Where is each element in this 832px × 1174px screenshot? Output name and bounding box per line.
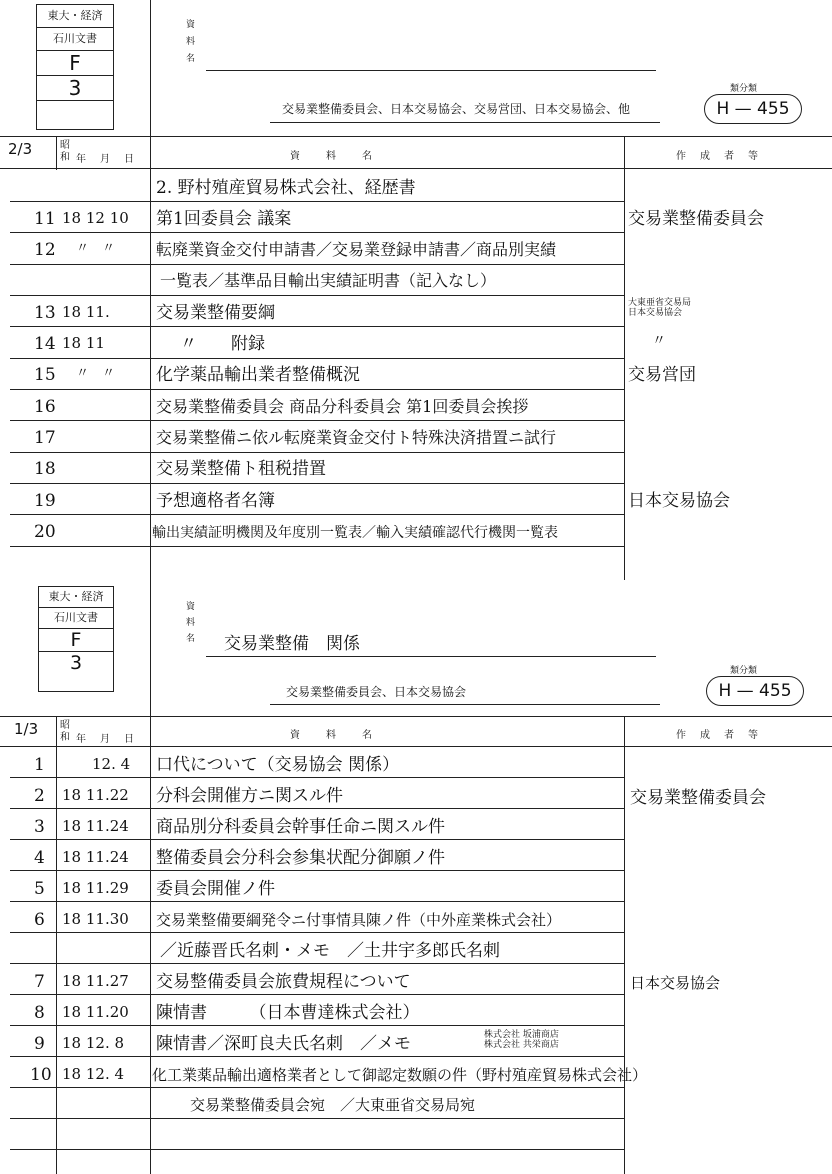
row-name: 〃 附録 (180, 334, 265, 354)
row-number: 14 (34, 334, 56, 354)
row-name: 陳情書 （日本曹達株式会社） (156, 1003, 420, 1023)
document-title: 交易業整備 関係 (224, 634, 360, 654)
row-line (10, 839, 624, 840)
row-name: 委員会開催ノ件 (156, 879, 275, 899)
row-name: 化工業薬品輸出適格業者として御認定数願の件（野村殖産貿易株式会社） (152, 1066, 648, 1084)
row-name: 交易整備委員会旅費規程について (156, 972, 411, 992)
row-date: 18 11 (62, 334, 105, 352)
row-date: 18 11.30 (62, 910, 129, 928)
row-name: 商品別分科委員会幹事任命ニ関スル件 (156, 817, 445, 837)
header-bottom-border (0, 168, 832, 169)
label-ryo: 料 (186, 37, 196, 47)
row-date: 12. 4 (92, 755, 131, 773)
stamp-box: 3 (37, 76, 113, 101)
row-line (10, 1087, 624, 1088)
stamp-institution: 東大・経済 (39, 587, 113, 608)
row-date: 18 12 10 (62, 209, 129, 227)
row-line (10, 201, 624, 202)
row-line (10, 420, 624, 421)
row-author: 交易業整備委員会 (630, 788, 766, 808)
row-number: 9 (34, 1034, 45, 1054)
row-number: 16 (34, 397, 56, 417)
row-name: 交易業整備委員会宛 ／大東亜省交易局宛 (190, 1096, 476, 1114)
row-name: 予想適格者名簿 (156, 491, 275, 511)
row-number: 2 (34, 786, 45, 806)
row-author: 大東亜省交易局 日本交易協会 (628, 298, 692, 319)
column-divider (150, 580, 151, 1174)
row-number: 4 (34, 848, 45, 868)
label-mei: 名 (186, 54, 196, 64)
row-name: 一覧表／基準品目輸出実績証明書（記入なし） (160, 271, 497, 290)
row-line (10, 932, 624, 933)
row-name: 交易業整備ニ依ル転廃業資金交付ト特殊決済措置ニ試行 (156, 428, 557, 447)
classification-label: 類分類 (730, 666, 758, 676)
document-source: 交易業整備委員会、日本交易協会 (286, 685, 467, 699)
label-ryo: 料 (186, 618, 196, 628)
stamp-series: F (39, 629, 113, 652)
row-name: 口代について（交易協会 関係） (156, 755, 400, 775)
row-line (10, 452, 624, 453)
classification-label: 類分類 (730, 84, 758, 94)
row-number: 1 (34, 755, 45, 775)
row-line (10, 483, 624, 484)
stamp-box: 3 (69, 652, 83, 674)
title-underline (206, 70, 656, 71)
row-number: 10 (30, 1065, 52, 1085)
document-source: 交易業整備委員会、日本交易協会、交易営団、日本交易協会、他 (282, 102, 631, 116)
column-divider (624, 716, 625, 1174)
row-date: 18 12. 8 (62, 1034, 125, 1052)
row-name: 化学薬品輸出業者整備概況 (156, 365, 360, 385)
row-date: 18 11. (62, 303, 110, 321)
row-line (10, 514, 624, 515)
classification-code: H — 455 (704, 94, 802, 124)
row-name: 輸出実績証明機関及年度別一覧表／輸入実績確認代行機関一覧表 (152, 525, 558, 541)
row-number: 6 (34, 910, 45, 930)
row-date: 18 11.24 (62, 848, 129, 866)
row-name: 交易業整備ト租税措置 (156, 459, 326, 479)
row-number: 15 (34, 365, 56, 385)
stamp-collection: 石川文書 (37, 28, 113, 51)
label-shiryo: 資 (186, 602, 196, 612)
row-number: 13 (34, 303, 56, 323)
row-line (10, 326, 624, 327)
row-date: 18 11.24 (62, 817, 129, 835)
row-line (10, 994, 624, 995)
row-name: 2. 野村殖産貿易株式会社、経歴書 (156, 178, 416, 198)
stamp-institution: 東大・経済 (37, 5, 113, 28)
row-number: 5 (34, 879, 45, 899)
row-line (10, 808, 624, 809)
row-number: 3 (34, 817, 45, 837)
row-line (10, 389, 624, 390)
page-indicator: 1/3 (14, 720, 39, 738)
source-underline (270, 704, 660, 705)
row-line (10, 1118, 624, 1119)
row-number: 11 (34, 209, 56, 229)
row-date: 18 11.22 (62, 786, 129, 804)
row-number: 7 (34, 972, 45, 992)
row-date: 18 12. 4 (62, 1065, 125, 1083)
table-top-border (0, 136, 832, 137)
row-name: 陳情書／深町良夫氏名刺 ／メモ (156, 1034, 411, 1054)
header-era: 昭和 (60, 720, 72, 743)
row-line (10, 1025, 624, 1026)
row-line (10, 870, 624, 871)
row-number: 8 (34, 1003, 45, 1023)
row-line (10, 777, 624, 778)
label-shiryo: 資 (186, 20, 196, 30)
row-number: 17 (34, 428, 56, 448)
row-name: 分科会開催方ニ関スル件 (156, 786, 343, 806)
row-author: 交易業整備委員会 (628, 209, 764, 229)
row-date: 18 11.27 (62, 972, 129, 990)
column-divider (150, 0, 151, 580)
table-top-border (0, 716, 832, 717)
row-author: 交易営団 (628, 365, 696, 385)
row-number: 18 (34, 459, 56, 479)
source-underline (270, 122, 660, 123)
row-date: 〃 〃 (76, 366, 116, 381)
row-date: 〃 〃 (76, 241, 116, 256)
row-number: 19 (34, 491, 56, 511)
row-name: 交易業整備要綱発令ニ付事情具陳ノ件（中外産業株式会社） (156, 911, 562, 929)
row-number: 20 (34, 522, 56, 542)
row-number: 12 (34, 240, 56, 260)
row-line (10, 295, 624, 296)
row-line (10, 1056, 624, 1057)
column-divider (56, 716, 57, 1174)
row-line (10, 963, 624, 964)
header-document-name: 資 料 名 (290, 151, 374, 162)
row-name: 交易業整備要綱 (156, 303, 275, 323)
document-sheet-2 (0, 580, 832, 1174)
row-name: 交易業整備委員会 商品分科委員会 第1回委員会挨拶 (156, 397, 529, 416)
archive-stamp (38, 586, 114, 692)
row-name: ／近藤晋氏名刺・メモ ／土井宇多郎氏名刺 (160, 941, 500, 961)
column-divider (56, 136, 57, 170)
column-divider (624, 136, 625, 580)
label-mei: 名 (186, 634, 196, 644)
stamp-collection: 石川文書 (39, 608, 113, 629)
row-line (10, 901, 624, 902)
row-line (10, 264, 624, 265)
row-name: 第1回委員会 議案 (156, 209, 292, 229)
row-note: 株式会社 坂浦商店 株式会社 共栄商店 (484, 1030, 559, 1051)
header-document-name: 資 料 名 (290, 730, 374, 741)
document-sheet-1 (0, 0, 832, 580)
title-underline (206, 656, 656, 657)
header-date: 年 月 日 (76, 154, 136, 165)
row-author: 日本交易協会 (628, 491, 730, 511)
row-line (10, 358, 624, 359)
page-indicator: 2/3 (8, 140, 33, 158)
header-author: 作 成 者 等 (676, 151, 760, 162)
row-line (10, 232, 624, 233)
row-line (10, 1149, 624, 1150)
row-author: 〃 (652, 333, 666, 349)
row-name: 転廃業資金交付申請書／交易業登録申請書／商品別実績 (156, 240, 557, 259)
row-author: 日本交易協会 (630, 974, 721, 992)
row-line (10, 546, 624, 547)
header-author: 作 成 者 等 (676, 730, 760, 741)
classification-code: H — 455 (706, 676, 804, 706)
row-date: 18 11.29 (62, 879, 129, 897)
row-name: 整備委員会分科会参集状配分御願ノ件 (156, 848, 445, 868)
row-date: 18 11.20 (62, 1003, 129, 1021)
stamp-series: F (37, 51, 113, 76)
header-bottom-border (0, 746, 832, 747)
header-era: 昭和 (60, 140, 72, 163)
archive-stamp (36, 4, 114, 130)
header-date: 年 月 日 (76, 734, 136, 745)
